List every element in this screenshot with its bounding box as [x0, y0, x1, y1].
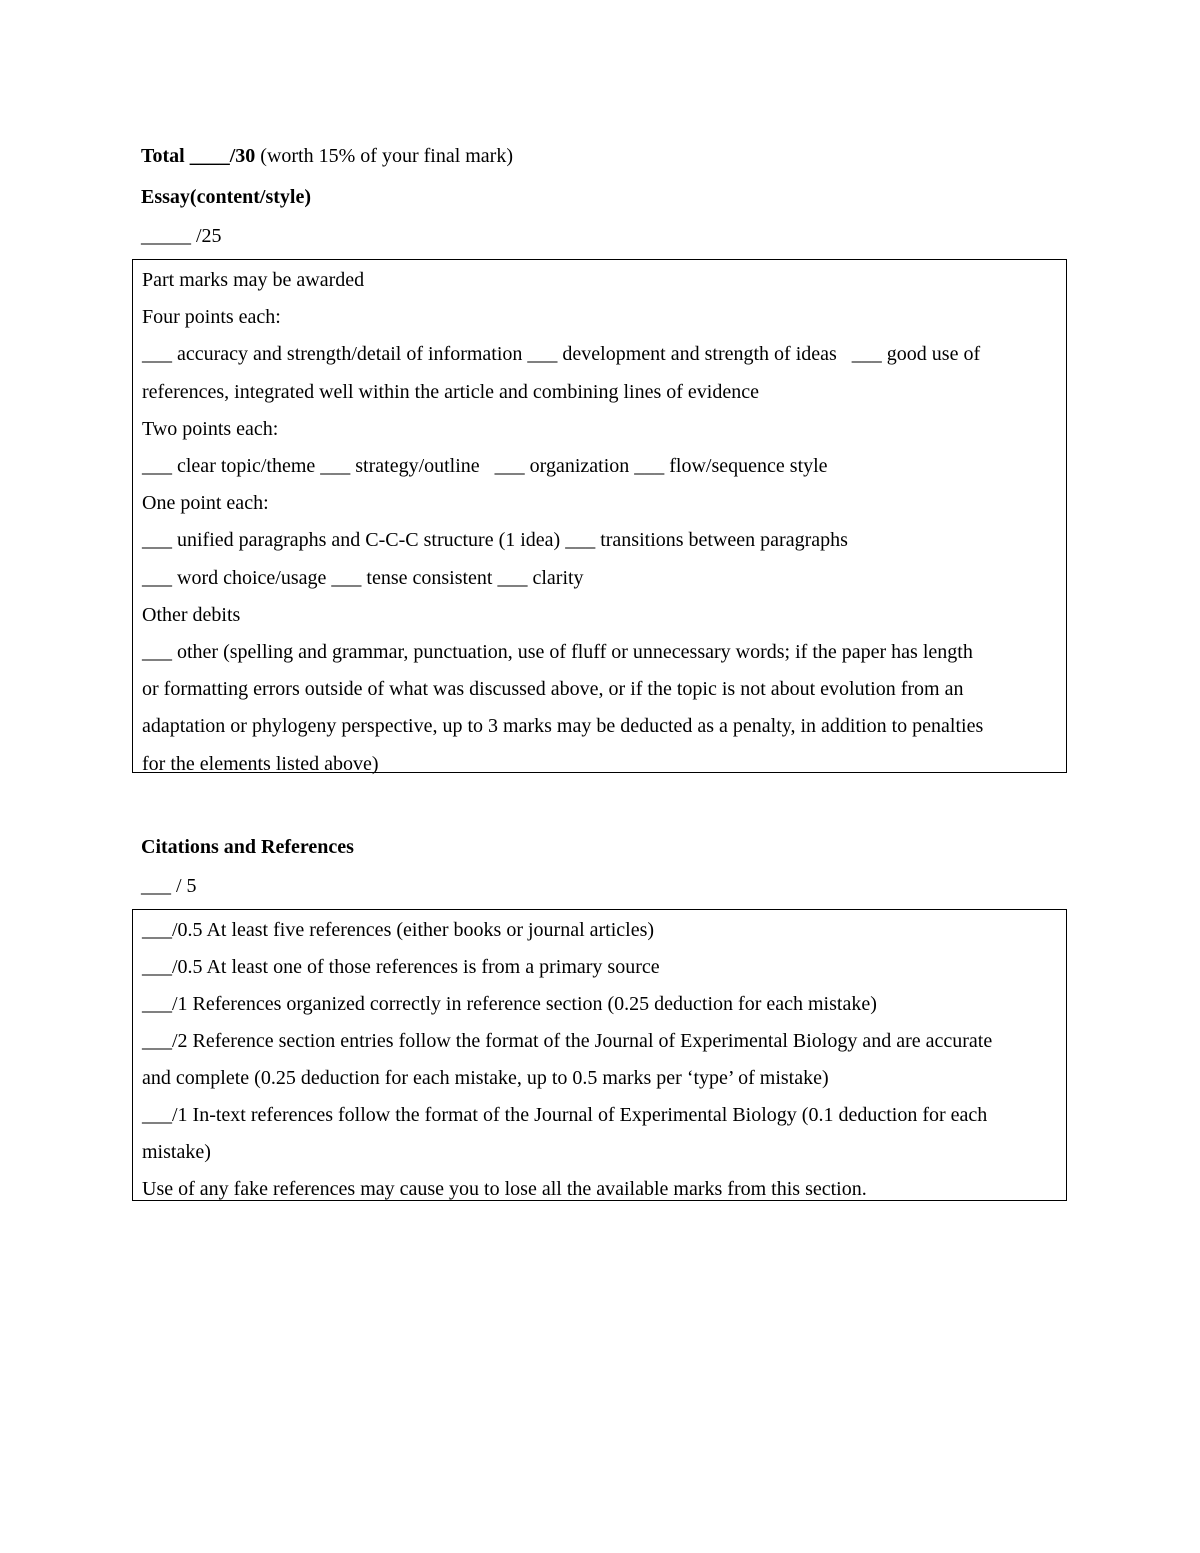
citations-score: ___ / 5: [141, 875, 197, 897]
essay-line: Two points each:: [142, 417, 279, 440]
citations-line: and complete (0.25 deduction for each mistake, up to 0.5 marks per ‘type’ of mistake): [142, 1067, 829, 1089]
essay-heading-text: Essay(content/style): [141, 186, 311, 208]
essay-criteria-box: [132, 259, 1067, 773]
citations-line: Use of any fake references may cause you to lose all the available marks from this section.: [142, 1178, 867, 1200]
essay-line: ___ other (spelling and grammar, punctuation, use of fluff or unnecessary words; if the paper has length: [142, 641, 973, 664]
citations-line: mistake): [142, 1141, 211, 1163]
essay-line: Four points each:: [142, 306, 281, 329]
citations-criteria-box: [132, 909, 1067, 1201]
essay-line: Other debits: [142, 603, 241, 626]
citations-line: ___/0.5 At least one of those references is from a primary source: [142, 956, 660, 978]
total-label: Total: [141, 145, 185, 167]
essay-line: ___ unified paragraphs and C-C-C structure (1 idea) ___ transitions between paragraphs: [142, 529, 848, 552]
total-score: ____/30: [189, 145, 256, 167]
citations-heading-text: Citations and References: [141, 836, 354, 858]
essay-score: _____ /25: [141, 225, 222, 247]
essay-line: One point each:: [142, 492, 269, 515]
total-line: [141, 142, 513, 170]
citations-line: ___/0.5 At least five references (either books or journal articles): [142, 919, 655, 941]
citations-line: ___/2 Reference section entries follow the format of the Journal of Experimental Biology and are accurate: [142, 1030, 993, 1052]
essay-line: ___ word choice/usage ___ tense consistent ___ clarity: [142, 566, 584, 589]
essay-line: or formatting errors outside of what was discussed above, or if the topic is not about evolution from an: [142, 678, 964, 701]
essay-line: ___ accuracy and strength/detail of information ___ development and strength of ideas ___ good use of: [142, 343, 981, 366]
citations-line: ___/1 In-text references follow the format of the Journal of Experimental Biology (0.1 deduction for each: [142, 1104, 988, 1126]
citations-heading: [141, 833, 354, 861]
essay-line: for the elements listed above): [142, 752, 379, 775]
essay-line: references, integrated well within the article and combining lines of evidence: [142, 380, 759, 403]
citations-line: ___/1 References organized correctly in reference section (0.25 deduction for each mistake): [142, 993, 877, 1015]
essay-line: ___ clear topic/theme ___ strategy/outline ___ organization ___ flow/sequence style: [142, 455, 828, 478]
total-note: (worth 15% of your final mark): [260, 145, 514, 167]
essay-line: adaptation or phylogeny perspective, up to 3 marks may be deducted as a penalty, in addition to penalties: [142, 715, 984, 738]
essay-heading: [141, 183, 311, 211]
essay-line: Part marks may be awarded: [142, 269, 365, 291]
